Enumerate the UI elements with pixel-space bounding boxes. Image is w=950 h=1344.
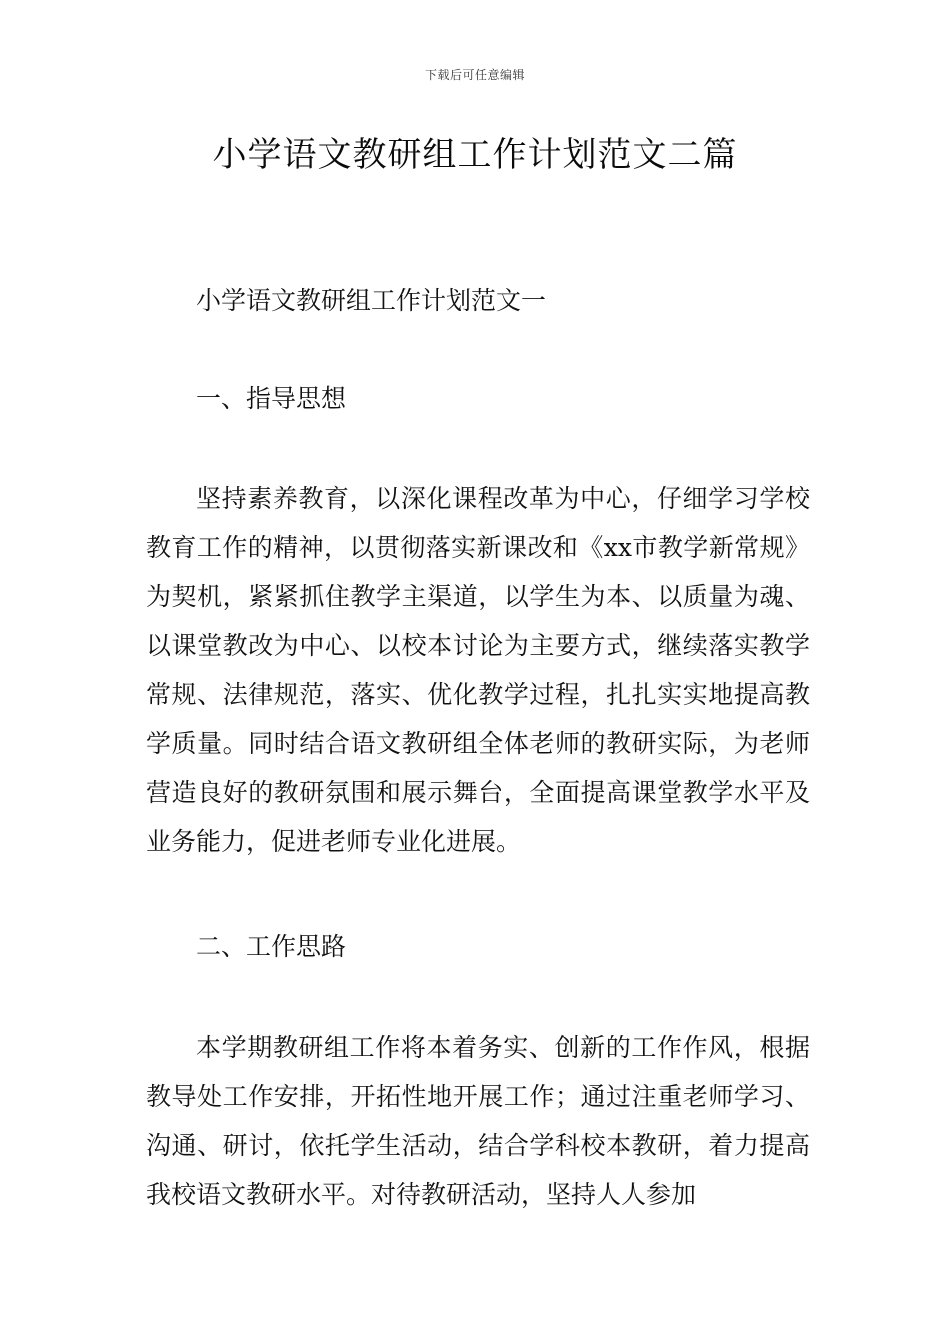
document-title: 小学语文教研组工作计划范文二篇 <box>212 135 738 175</box>
section-heading-guiding-ideology: 一、指导思想 <box>196 384 347 413</box>
document-subtitle: 小学语文教研组工作计划范文一 <box>196 286 547 315</box>
header-note: 下载后可任意编辑 <box>424 68 525 82</box>
paragraph-guiding-ideology: 坚持素养教育，以深化课程改革为中心，仔细学习学校教育工作的精神，以贯彻落实新课改和《xx市教学新常规》为契机，紧紧抓住教学主渠道，以学生为本、以质量为魂、以课堂教改为中心、以校本讨论为主要方式，继续落实教学常规、法律规范，落实、优化教学过程，扎扎实实地提高教学质量。同时结合语文教研组全体老师的教研实际，为老师营造良好的教研氛围和展示舞台，全面提高课堂教学水平及业务能力，促进老师专业化进展。 <box>146 484 810 856</box>
section-heading-work-approach: 二、工作思路 <box>196 932 347 961</box>
paragraph-work-approach: 本学期教研组工作将本着务实、创新的工作作风，根据教导处工作安排，开拓性地开展工作；通过注重老师学习、沟通、研讨，依托学生活动，结合学科校本教研，着力提高我校语文教研水平。对待教研活动，坚持人人参加 <box>146 1033 810 1209</box>
